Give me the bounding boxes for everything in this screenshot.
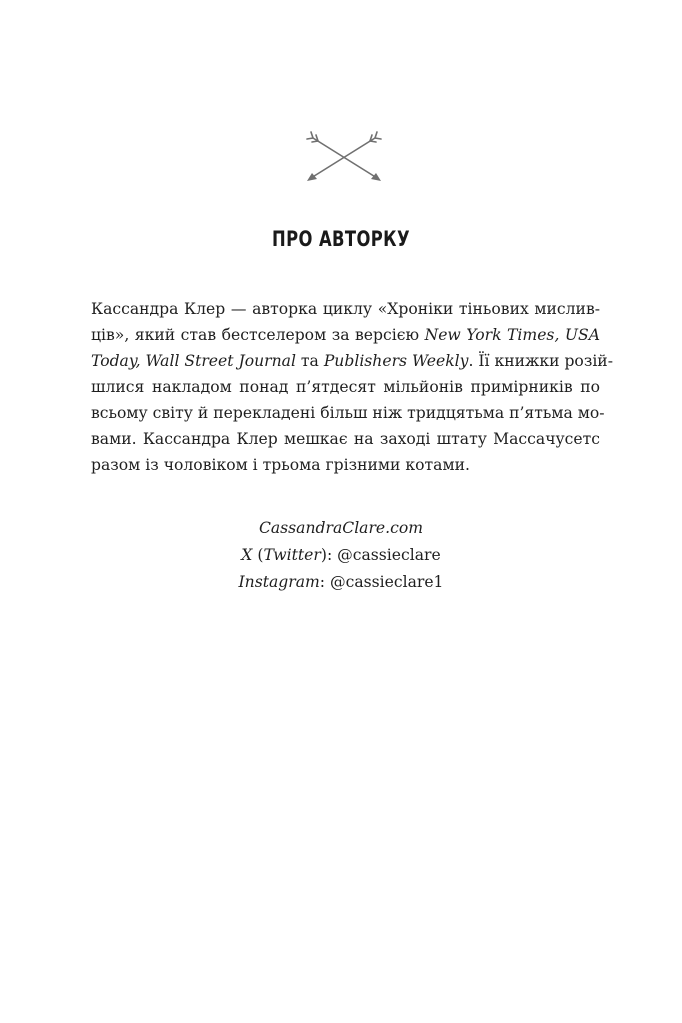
instagram-handle[interactable]: @cassieclare1 xyxy=(330,573,444,591)
bio-run: . Її книжки розій- xyxy=(468,352,613,370)
page-title: ПРО АВТОРКУ xyxy=(272,227,410,251)
twitter-paren-open: ( xyxy=(252,546,264,564)
instagram-line xyxy=(0,569,682,596)
bio-line xyxy=(91,452,600,478)
website-line xyxy=(0,515,682,542)
bio-italic-run: Today, Wall Street Journal xyxy=(91,352,296,370)
website-link[interactable]: CassandraClare.com xyxy=(258,519,424,537)
author-contacts xyxy=(0,515,682,596)
bio-line xyxy=(91,322,600,348)
bio-italic-run: Publishers Weekly xyxy=(323,352,469,370)
crossed-arrows-icon xyxy=(301,128,387,186)
instagram-label: Instagram xyxy=(238,573,320,591)
bio-run: шлися накладом понад п’ятдесят мільйонів примірників по xyxy=(91,378,600,396)
bio-run: ців», який став бестселером за версією xyxy=(91,326,425,344)
twitter-line xyxy=(0,542,682,569)
bio-line xyxy=(91,426,600,452)
bio-run: та xyxy=(295,352,324,370)
bio-run: разом із чоловіком і трьома грізними котами. xyxy=(91,456,470,474)
bio-line xyxy=(91,296,600,322)
twitter-label: X xyxy=(241,546,253,564)
twitter-paren-close: ): xyxy=(320,546,338,564)
bio-line xyxy=(91,400,605,426)
bio-italic-run: New York Times, USA xyxy=(424,326,600,344)
bio-run: вами. Кассандра Клер мешкає на заході штату Массачусетс xyxy=(91,430,600,448)
twitter-sublabel: Twitter xyxy=(263,546,321,564)
bio-line xyxy=(91,374,600,400)
author-bio xyxy=(91,296,613,478)
instagram-separator: : xyxy=(319,573,331,591)
bio-line xyxy=(91,348,613,374)
twitter-handle[interactable]: @cassieclare xyxy=(337,546,441,564)
bio-run: всьому світу й перекладені більш ніж тридцятьма п’ятьма мо- xyxy=(91,404,605,422)
bio-run: Кассандра Клер — авторка циклу «Хроніки тіньових мислив- xyxy=(91,300,600,318)
